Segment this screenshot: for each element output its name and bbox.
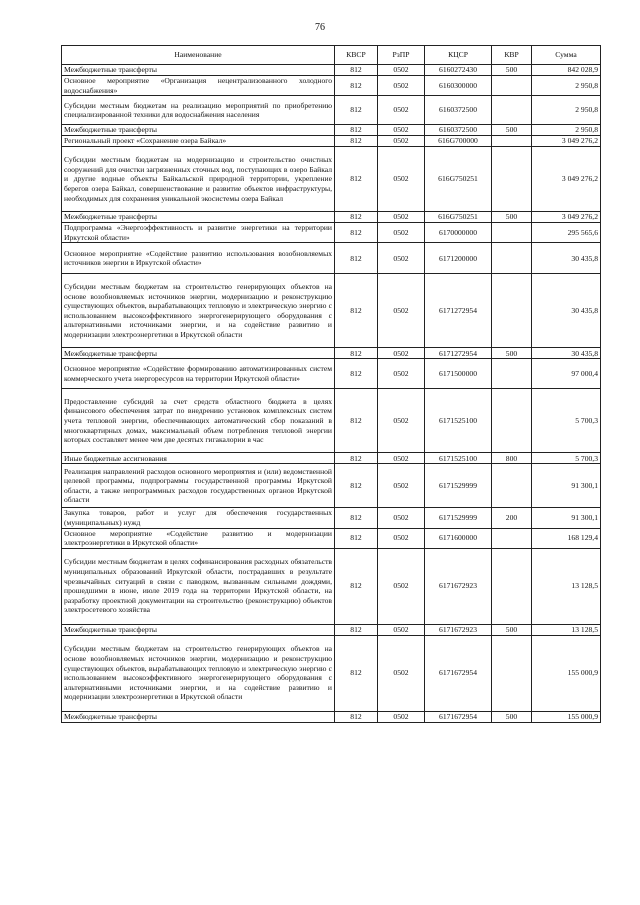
cell-rzpr: 0502 xyxy=(378,243,425,274)
cell-rzpr: 0502 xyxy=(378,453,425,464)
cell-rzpr: 0502 xyxy=(378,624,425,635)
table-row xyxy=(62,136,601,147)
cell-kcsr: 6171272954 xyxy=(425,274,492,348)
cell-kcsr: 6160372500 xyxy=(425,125,492,136)
cell-kvsr: 812 xyxy=(335,635,378,711)
cell-rzpr: 0502 xyxy=(378,147,425,212)
cell-sum: 155 000,9 xyxy=(532,711,601,722)
cell-name: Основное мероприятие «Организация нецентрализованного холодного водоснабжения» xyxy=(62,76,335,96)
table-row xyxy=(62,147,601,212)
table-row xyxy=(62,635,601,711)
table-row xyxy=(62,76,601,96)
cell-name: Подпрограмма «Энергоэффективность и развитие энергетики на территории Иркутской области» xyxy=(62,223,335,243)
cell-kvr xyxy=(492,464,532,508)
cell-name: Межбюджетные трансферты xyxy=(62,65,335,76)
cell-rzpr: 0502 xyxy=(378,464,425,508)
cell-kvr: 500 xyxy=(492,212,532,223)
cell-kvsr: 812 xyxy=(335,453,378,464)
cell-rzpr: 0502 xyxy=(378,76,425,96)
cell-kvr: 500 xyxy=(492,624,532,635)
cell-kcsr: 6160272430 xyxy=(425,65,492,76)
cell-kvsr: 812 xyxy=(335,711,378,722)
table-row xyxy=(62,711,601,722)
cell-name: Субсидии местным бюджетам в целях софинансирования расходных обязательств муниципальных образований Иркутской области, пострадавших в результате чрезвычайных ситуаций в связи с паводком, вызванным сильными дождями, прошедшими в июне, июле 2019 года на территории Иркутской области, на разработку проектной документации на строительство (реконструкцию) объектов электросетевого хозяйства xyxy=(62,548,335,624)
cell-rzpr: 0502 xyxy=(378,348,425,359)
cell-kvsr: 812 xyxy=(335,223,378,243)
cell-name: Межбюджетные трансферты xyxy=(62,125,335,136)
table-row xyxy=(62,508,601,528)
cell-kvr: 800 xyxy=(492,453,532,464)
cell-kvsr: 812 xyxy=(335,212,378,223)
cell-kcsr: 616G750251 xyxy=(425,212,492,223)
cell-kvsr: 812 xyxy=(335,508,378,528)
table-row xyxy=(62,624,601,635)
table-row xyxy=(62,548,601,624)
cell-sum: 91 300,1 xyxy=(532,464,601,508)
cell-kcsr: 6171600000 xyxy=(425,528,492,548)
cell-name: Основное мероприятие «Содействие развитию использования возобновляемых источников энергии в Иркутской области» xyxy=(62,243,335,274)
cell-sum: 3 049 276,2 xyxy=(532,147,601,212)
cell-kvsr: 812 xyxy=(335,389,378,453)
cell-name: Субсидии местным бюджетам на реализацию мероприятий по приобретению специализированной техники для водоснабжения населения xyxy=(62,96,335,125)
cell-rzpr: 0502 xyxy=(378,212,425,223)
cell-sum: 168 129,4 xyxy=(532,528,601,548)
cell-kcsr: 6171529999 xyxy=(425,508,492,528)
cell-kvr xyxy=(492,147,532,212)
cell-name: Региональный проект «Сохранение озера Байкал» xyxy=(62,136,335,147)
cell-kvsr: 812 xyxy=(335,243,378,274)
budget-table xyxy=(61,45,601,723)
cell-rzpr: 0502 xyxy=(378,125,425,136)
cell-sum: 13 128,5 xyxy=(532,624,601,635)
table-row xyxy=(62,125,601,136)
table-row xyxy=(62,464,601,508)
cell-kvsr: 812 xyxy=(335,274,378,348)
cell-kvr xyxy=(492,389,532,453)
cell-name: Основное мероприятие «Содействие формированию автоматизированных систем коммерческого учета энергоресурсов на территории Иркутской области» xyxy=(62,359,335,389)
cell-kcsr: 616G750251 xyxy=(425,147,492,212)
cell-name: Субсидии местным бюджетам на модернизацию и строительство очистных сооружений для очистки загрязненных сточных вод, поступающих в озеро Байкал и другие водные объекты Байкальской природной территории, укрепление берегов озера Байкал, совершенствование и развитие объектов инфраструктуры, необходимых для сохранения уникальной экосистемы озера Байкал xyxy=(62,147,335,212)
cell-name: Субсидии местным бюджетам на строительство генерирующих объектов на основе возобновляемых источников энергии, модернизацию и реконструкцию существующих объектов, вырабатывающих тепловую и электрическую энергию с использованием высокоэффективного энергогенерирующего оборудования с альтернативными источниками энергии, и на содействие развитию и модернизации электроэнергетики в Иркутской области xyxy=(62,274,335,348)
header-kcsr: КЦСР xyxy=(425,46,492,65)
cell-kvsr: 812 xyxy=(335,464,378,508)
cell-kvsr: 812 xyxy=(335,76,378,96)
page-number: 76 xyxy=(315,22,325,33)
cell-kvr: 500 xyxy=(492,348,532,359)
cell-sum: 2 950,8 xyxy=(532,125,601,136)
table-row xyxy=(62,274,601,348)
table-header-row xyxy=(62,46,601,65)
cell-sum: 30 435,8 xyxy=(532,274,601,348)
cell-rzpr: 0502 xyxy=(378,711,425,722)
cell-kcsr: 6171672954 xyxy=(425,635,492,711)
cell-kcsr: 6171200000 xyxy=(425,243,492,274)
cell-kvr xyxy=(492,548,532,624)
cell-kvr xyxy=(492,96,532,125)
cell-kvr: 500 xyxy=(492,125,532,136)
cell-rzpr: 0502 xyxy=(378,223,425,243)
cell-kvsr: 812 xyxy=(335,548,378,624)
cell-name: Межбюджетные трансферты xyxy=(62,348,335,359)
cell-sum: 30 435,8 xyxy=(532,348,601,359)
cell-kvr xyxy=(492,76,532,96)
cell-kcsr: 6171500000 xyxy=(425,359,492,389)
cell-sum: 155 000,9 xyxy=(532,635,601,711)
cell-rzpr: 0502 xyxy=(378,508,425,528)
cell-kvsr: 812 xyxy=(335,359,378,389)
table-row xyxy=(62,212,601,223)
cell-kcsr: 6171529999 xyxy=(425,464,492,508)
cell-sum: 97 000,4 xyxy=(532,359,601,389)
table-row xyxy=(62,223,601,243)
cell-kcsr: 6171672923 xyxy=(425,548,492,624)
header-kvr: КВР xyxy=(492,46,532,65)
header-kvsr: КВСР xyxy=(335,46,378,65)
cell-kvr xyxy=(492,635,532,711)
cell-kvsr: 812 xyxy=(335,65,378,76)
cell-name: Межбюджетные трансферты xyxy=(62,711,335,722)
cell-rzpr: 0502 xyxy=(378,274,425,348)
cell-kvr: 200 xyxy=(492,508,532,528)
cell-kvr: 500 xyxy=(492,711,532,722)
cell-kvr xyxy=(492,274,532,348)
header-name: Наименование xyxy=(62,46,335,65)
cell-kvsr: 812 xyxy=(335,624,378,635)
cell-rzpr: 0502 xyxy=(378,635,425,711)
cell-kvr xyxy=(492,359,532,389)
cell-kcsr: 6171672954 xyxy=(425,711,492,722)
cell-rzpr: 0502 xyxy=(378,65,425,76)
cell-kvsr: 812 xyxy=(335,147,378,212)
cell-name: Основное мероприятие «Содействие развитию и модернизации электроэнергетики в Иркутской области» xyxy=(62,528,335,548)
cell-name: Иные бюджетные ассигнования xyxy=(62,453,335,464)
cell-sum: 842 028,9 xyxy=(532,65,601,76)
table-row xyxy=(62,96,601,125)
table-row xyxy=(62,243,601,274)
cell-kvr xyxy=(492,136,532,147)
cell-kvr: 500 xyxy=(492,65,532,76)
cell-sum: 91 300,1 xyxy=(532,508,601,528)
header-sum: Сумма xyxy=(532,46,601,65)
cell-kvr xyxy=(492,243,532,274)
cell-kvsr: 812 xyxy=(335,528,378,548)
cell-kcsr: 6171672923 xyxy=(425,624,492,635)
cell-kvsr: 812 xyxy=(335,136,378,147)
cell-rzpr: 0502 xyxy=(378,548,425,624)
table-row xyxy=(62,389,601,453)
cell-name: Реализация направлений расходов основного мероприятия и (или) ведомственной целевой программы, подпрограммы государственной программы Иркутской области, а также непрограммных расходов государственных органов Иркутской области xyxy=(62,464,335,508)
cell-sum: 3 049 276,2 xyxy=(532,212,601,223)
cell-kvsr: 812 xyxy=(335,96,378,125)
header-rzpr: РзПР xyxy=(378,46,425,65)
cell-kcsr: 616G700000 xyxy=(425,136,492,147)
cell-kcsr: 6160372500 xyxy=(425,96,492,125)
cell-sum: 30 435,8 xyxy=(532,243,601,274)
cell-name: Закупка товаров, работ и услуг для обеспечения государственных (муниципальных) нужд xyxy=(62,508,335,528)
cell-kcsr: 6171272954 xyxy=(425,348,492,359)
cell-rzpr: 0502 xyxy=(378,136,425,147)
cell-sum: 2 950,8 xyxy=(532,76,601,96)
cell-kcsr: 6171525100 xyxy=(425,389,492,453)
table-row xyxy=(62,348,601,359)
cell-sum: 5 700,3 xyxy=(532,453,601,464)
cell-sum: 5 700,3 xyxy=(532,389,601,453)
table-row xyxy=(62,453,601,464)
cell-name: Межбюджетные трансферты xyxy=(62,212,335,223)
cell-kvsr: 812 xyxy=(335,348,378,359)
table-row xyxy=(62,65,601,76)
cell-kvsr: 812 xyxy=(335,125,378,136)
cell-sum: 295 565,6 xyxy=(532,223,601,243)
cell-rzpr: 0502 xyxy=(378,528,425,548)
cell-name: Межбюджетные трансферты xyxy=(62,624,335,635)
cell-sum: 3 049 276,2 xyxy=(532,136,601,147)
cell-kcsr: 6170000000 xyxy=(425,223,492,243)
cell-sum: 13 128,5 xyxy=(532,548,601,624)
cell-name: Субсидии местным бюджетам на строительство генерирующих объектов на основе возобновляемых источников энергии, модернизацию и реконструкцию существующих объектов, вырабатывающих тепловую и электрическую энергию с использованием высокоэффективного энергогенерирующего оборудования с альтернативными источниками энергии, и на содействие развитию и модернизации электроэнергетики в Иркутской области xyxy=(62,635,335,711)
table-row xyxy=(62,359,601,389)
cell-kcsr: 6160300000 xyxy=(425,76,492,96)
cell-name: Предоставление субсидий за счет средств областного бюджета в целях финансового обеспечения затрат по внедрению установок комплексных систем учета тепловой энергии, обеспечивающих автоматический сбор показаний в многоквартирных домах, максимальный объем потребления тепловой энергии которых составляет менее чем две десятых гигакалории в час xyxy=(62,389,335,453)
table-row xyxy=(62,528,601,548)
cell-rzpr: 0502 xyxy=(378,96,425,125)
cell-kcsr: 6171525100 xyxy=(425,453,492,464)
cell-rzpr: 0502 xyxy=(378,389,425,453)
cell-kvr xyxy=(492,223,532,243)
cell-kvr xyxy=(492,528,532,548)
cell-rzpr: 0502 xyxy=(378,359,425,389)
cell-sum: 2 950,8 xyxy=(532,96,601,125)
